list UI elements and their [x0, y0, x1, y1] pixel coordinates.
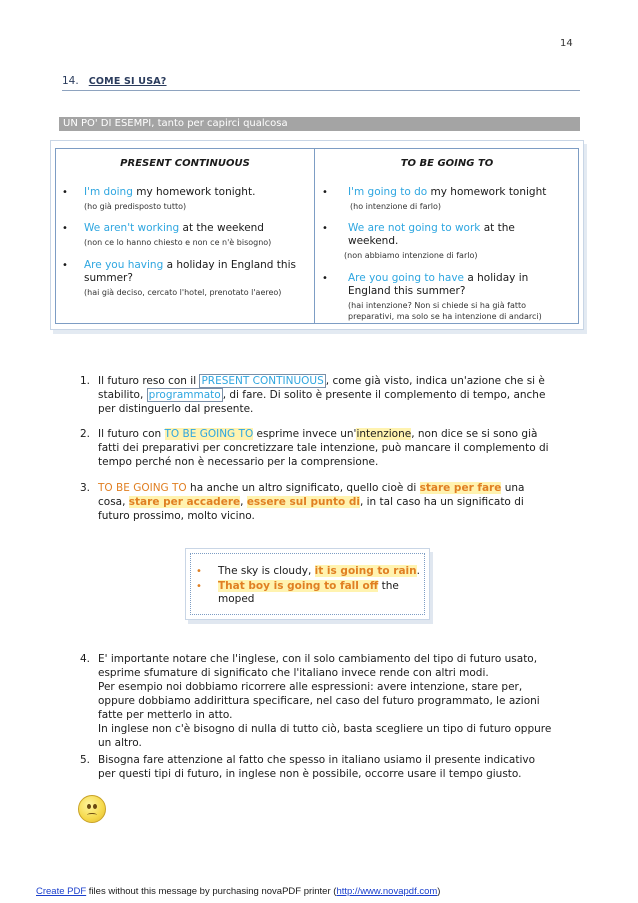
present-continuous-title: PRESENT CONTINUOUS: [120, 158, 250, 169]
example-1-highlight: it is going to rain: [314, 565, 417, 577]
list-item-2-number: 2.: [80, 428, 91, 440]
heading-number: 14.: [62, 75, 79, 87]
section-heading: [62, 75, 167, 87]
stare-per-fare-term: stare per fare: [419, 482, 502, 494]
list-item-5: [80, 753, 550, 783]
list-item-3-text-a: ha anche un altro significato, quello cioè di: [186, 482, 420, 494]
left-item-3-note: (hai già deciso, cercato l'hotel, prenotato l'aereo): [84, 288, 282, 297]
list-item-5-number: 5.: [80, 754, 91, 766]
list-item-4-text-1: E' importante notare che l'inglese, con il solo cambiamento del tipo di futuro usato, esprime sfumature di significato che l'italiano invece rende con altri modi.: [98, 653, 538, 679]
example-1-text-c: .: [416, 565, 420, 577]
example-1: [196, 565, 426, 578]
list-item-5-text: Bisogna fare attenzione al fatto che spesso in italiano usiamo il presente indicativo per questi tipi di futuro, in inglese non è possibile, occorre usare il tempo giusto.: [98, 754, 535, 780]
list-item-4-text-2: Per esempio noi dobbiamo ricorrere alle espressioni: avere intenzione, stare per, oppure dobbiamo addirittura specificare, nel caso del futuro programmato, le azioni fatte per metterlo in atto.: [98, 681, 540, 721]
left-item-1-verb: I'm doing: [84, 186, 133, 198]
right-item-1-text: my homework tonight: [427, 186, 547, 198]
list-item-2-text-a: Il futuro con: [98, 428, 165, 440]
list-item-4: [80, 652, 552, 749]
essere-sul-punto-term: essere sul punto di: [246, 496, 360, 508]
list-item-2: [80, 427, 550, 471]
list-item-3-text-b: una cosa,: [98, 482, 525, 508]
left-item-1: [62, 186, 307, 212]
left-item-2-verb: We aren't working: [84, 222, 180, 234]
going-to-title: TO BE GOING TO: [400, 158, 494, 169]
pdf-footer: [36, 886, 440, 897]
list-item-1-number: 1.: [80, 375, 91, 387]
list-item-1-text-c: , di fare. Di solito è presente il complemento di tempo, anche per distinguerlo dal presente.: [98, 389, 546, 415]
right-item-2-note: (non abbiamo intenzione di farlo): [344, 251, 478, 260]
example-2: [196, 580, 426, 606]
right-item-2: [322, 222, 572, 261]
right-item-3-note: (hai intenzione? Non si chiede si ha già fatto preparativi, ma solo se ha intenzione di andarci): [348, 301, 542, 321]
bullet-icon: •: [322, 223, 328, 234]
list-item-1: [80, 374, 550, 418]
smiley-eye-right: [93, 804, 97, 809]
example-2-highlight: That boy is going to fall off: [218, 580, 379, 592]
smiley-icon: [78, 795, 106, 823]
smiley-mouth: [87, 813, 97, 817]
left-item-2: [62, 222, 307, 248]
left-item-1-text: my homework tonight.: [132, 186, 256, 198]
left-item-2-note: (non ce lo hanno chiesto e non ce n'è bisogno): [84, 238, 272, 247]
example-1-text-a: The sky is cloudy,: [218, 565, 315, 577]
bullet-icon: •: [62, 223, 68, 234]
programmato-term: programmato: [148, 389, 221, 401]
bullet-icon: •: [62, 260, 68, 271]
bullet-icon: •: [196, 566, 202, 577]
heading-rule: [62, 90, 580, 91]
examples-bar: UN PO' DI ESEMPI, tanto per capirci qualcosa: [59, 117, 580, 131]
right-item-1-verb: I'm going to do: [348, 186, 428, 198]
smiley-eye-left: [87, 804, 91, 809]
right-item-3: [322, 272, 572, 322]
left-item-2-text: at the weekend: [179, 222, 264, 234]
right-item-3-text: a holiday in England this summer?: [348, 272, 529, 297]
right-item-1: [322, 186, 572, 212]
right-item-2-verb: We are not going to work: [348, 222, 481, 234]
list-item-2-text-b: esprime invece un': [253, 428, 357, 440]
right-item-1-note: (ho intenzione di farlo): [350, 202, 441, 211]
create-pdf-link[interactable]: Create PDF: [36, 886, 87, 897]
list-item-4-text-3: In inglese non c'è bisogno di nulla di tutto ciò, basta scegliere un tipo di futuro oppure un altro.: [98, 723, 552, 749]
novapdf-link[interactable]: http://www.novapdf.com: [336, 886, 438, 897]
list-item-3-number: 3.: [80, 482, 91, 494]
left-item-3-text: a holiday in England this summer?: [84, 259, 296, 284]
list-item-4-number: 4.: [80, 653, 91, 665]
list-item-3-comma: ,: [240, 496, 247, 508]
right-item-3-verb: Are you going to have: [348, 272, 465, 284]
footer-text: files without this message by purchasing novaPDF printer (: [86, 886, 337, 897]
left-item-1-note: (ho già predisposto tutto): [84, 202, 187, 211]
left-item-3: [62, 259, 307, 298]
list-item-1-text-a: Il futuro reso con il: [98, 375, 200, 387]
list-item-3: [80, 481, 550, 525]
intenzione-term: intenzione: [356, 428, 412, 440]
page-number: 14: [560, 38, 573, 49]
right-item-2-text: at the weekend.: [348, 222, 515, 247]
footer-end: ): [437, 886, 441, 897]
going-to-term: TO BE GOING TO: [164, 428, 254, 440]
bullet-icon: •: [322, 273, 328, 284]
going-to-term-orange: TO BE GOING TO: [98, 482, 187, 494]
example-2-text-b: the moped: [218, 580, 399, 605]
bullet-icon: •: [322, 187, 328, 198]
list-item-2-text-c: , non dice se si sono già fatti dei preparativi per concretizzare tale intenzione, può mancare il complemento di tempo perché non è necessario per la comprensione.: [98, 428, 549, 468]
bullet-icon: •: [196, 581, 202, 592]
stare-per-accadere-term: stare per accadere: [128, 496, 241, 508]
list-item-3-text-c: , in tal caso ha un significato di futuro prossimo, molto vicino.: [98, 496, 524, 522]
heading-title: COME SI USA?: [88, 76, 167, 87]
example-box: [185, 548, 430, 620]
left-item-3-verb: Are you having: [84, 259, 164, 271]
list-item-1-text-b: , come già visto, indica un'azione che si è stabilito,: [98, 375, 545, 401]
bullet-icon: •: [62, 187, 68, 198]
present-continuous-term: PRESENT CONTINUOUS: [201, 375, 324, 387]
